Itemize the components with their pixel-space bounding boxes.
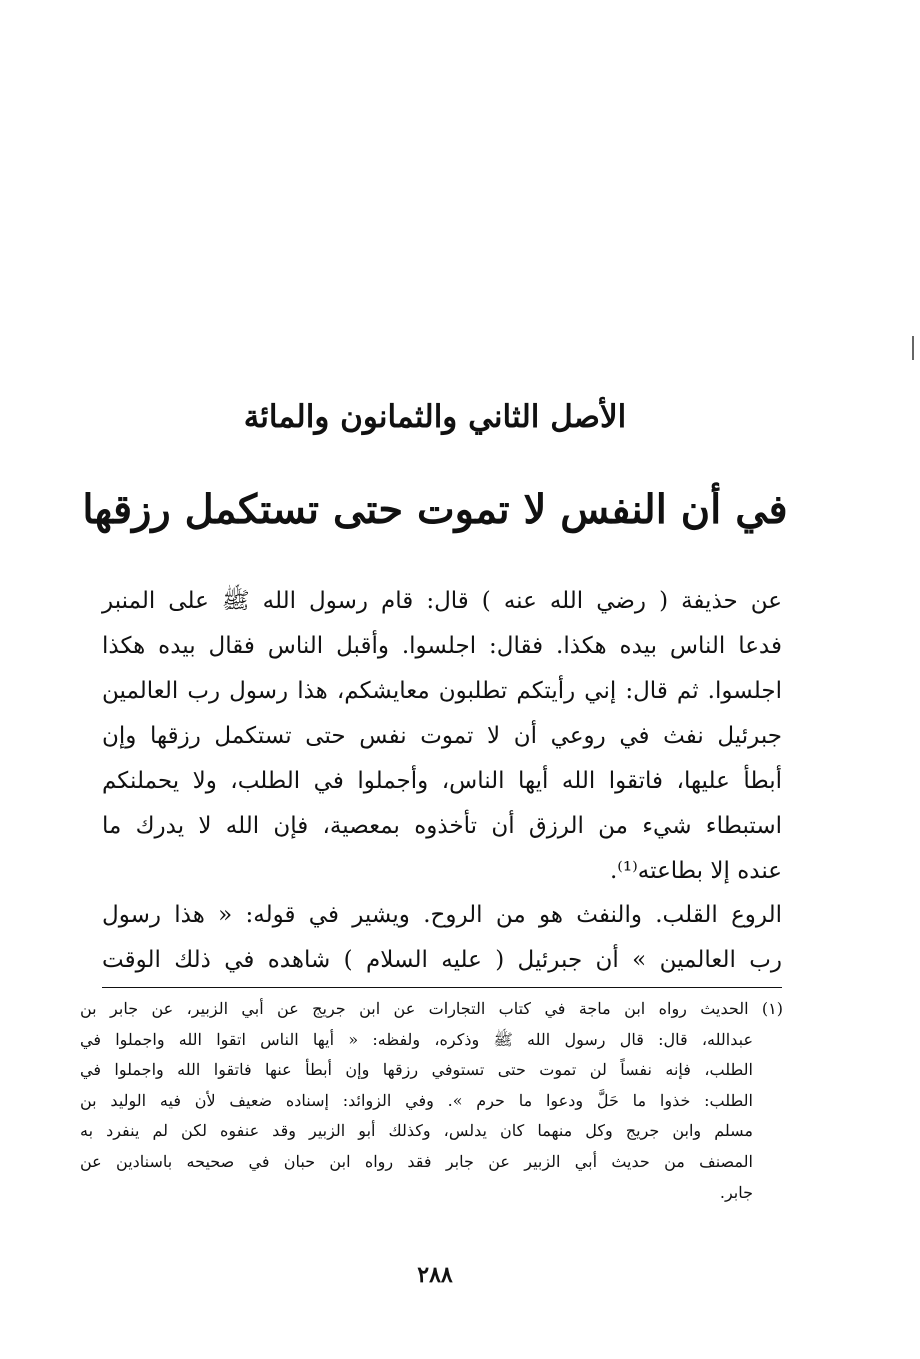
paragraph-line: عنده إلا بطاعته⁽¹⁾. — [609, 858, 782, 884]
footnote-line: الطلب: خذوا ما حَلَّ ودعوا ما حرم ». وفي الزوائد: إسناده ضعيف لأن فيه الوليد بن — [80, 1090, 753, 1110]
footnote-line: عبدالله، قال: قال رسول الله ﷺ وذكره، ولفظه: « أيها الناس اتقوا الله واجملوا في — [80, 1029, 753, 1049]
commentary-paragraph — [102, 893, 782, 983]
page-number: ٢٨٨ — [417, 1262, 453, 1288]
footnote-line: (١) الحديث رواه ابن ماجة في كتاب التجارات عن ابن جريج عن أبي الزبير، عن جابر بن — [80, 999, 783, 1018]
footnote-line: مسلم وابن جريج وكل منهما كان يدلس، وكذلك أبو الزبير وقد عنفوه لكن لم ينفرد به — [80, 1121, 753, 1141]
footnote-line: الطلب، فإنه نفساً لن تموت حتى تستوفي رزقها وإن أبطأ عنها فاتقوا الله واجملوا في — [80, 1060, 753, 1080]
paragraph-line: جبرئيل نفث في روعي أن لا تموت نفس حتى تستكمل رزقها وإن — [102, 723, 782, 749]
hadith-paragraph — [102, 579, 782, 894]
paragraph-line: عن حذيفة ( رضي الله عنه ) قال: قام رسول الله ﷺ على المنبر — [102, 588, 782, 614]
footnote-line: جابر. — [719, 1182, 753, 1202]
paragraph-line: فدعا الناس بيده هكذا. فقال: اجلسوا. وأقبل الناس فقال بيده هكذا — [102, 633, 782, 659]
paragraph-line: الروع القلب. والنفث هو من الروح. ويشير في قوله: « هذا رسول — [102, 902, 782, 928]
paragraph-line: اجلسوا. ثم قال: إني رأيتكم تطلبون معايشكم، هذا رسول رب العالمين — [102, 678, 782, 704]
paragraph-line: أبطأ عليها، فاتقوا الله أيها الناس، وأجملوا في الطلب، ولا يحملنكم — [102, 768, 782, 794]
footnote-line: المصنف من حديث أبي الزبير عن جابر فقد رواه ابن حبان في صحيحه باسنادين عن — [80, 1151, 753, 1171]
chapter-title: في أن النفس لا تموت حتى تستكمل رزقها — [82, 486, 788, 533]
paragraph-line: رب العالمين » أن جبرئيل ( عليه السلام ) شاهده في ذلك الوقت — [102, 947, 782, 973]
scan-edge-mark — [912, 336, 914, 360]
chapter-heading: الأصل الثاني والثمانون والمائة — [243, 399, 627, 435]
footnote-divider — [102, 987, 782, 988]
paragraph-line: استبطاء شيء من الرزق أن تأخذوه بمعصية، فإن الله لا يدرك ما — [102, 813, 782, 839]
footnote-block — [80, 994, 783, 1208]
